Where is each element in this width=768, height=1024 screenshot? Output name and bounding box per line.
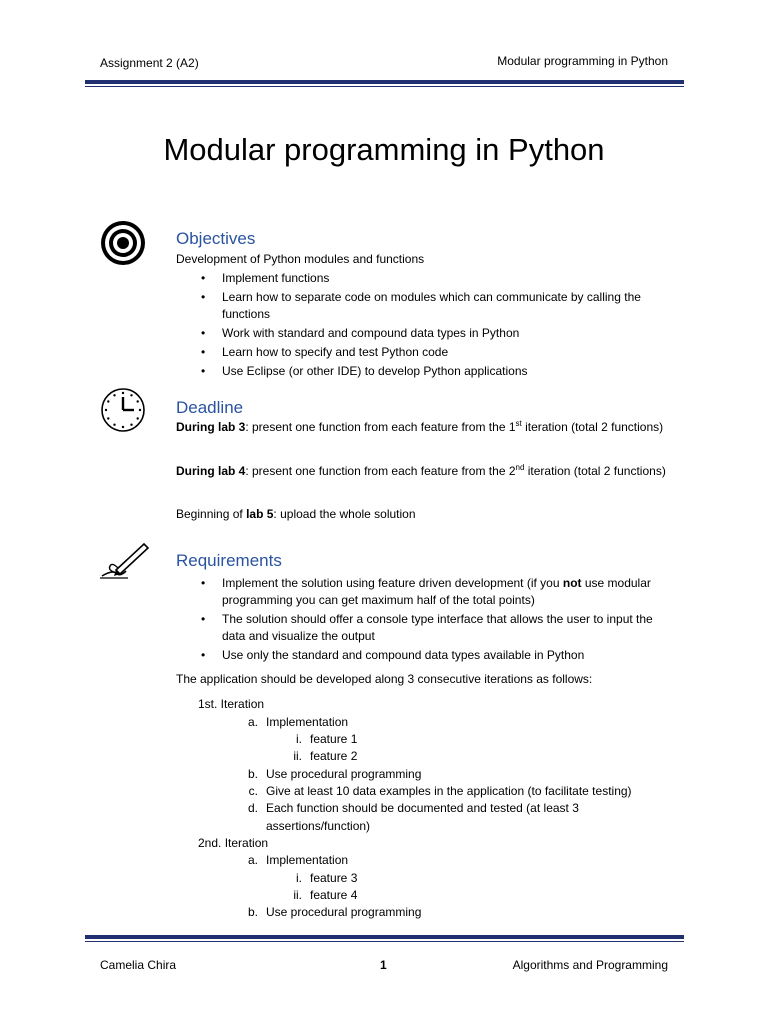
page-title: Modular programming in Python bbox=[163, 132, 605, 167]
list-item: • Implement functions bbox=[176, 270, 676, 287]
objectives-list bbox=[176, 270, 676, 382]
list-item: ii. feature 2 bbox=[293, 749, 358, 763]
clock-icon bbox=[100, 387, 146, 438]
list-item: i. feature 3 bbox=[296, 871, 358, 885]
list-item: • Learn how to separate code on modules which can communicate by calling the functions bbox=[176, 289, 676, 323]
list-item: • Implement the solution using feature driven development (if you not use modular programming you can get maximum half of the total points) bbox=[176, 575, 676, 609]
header-left: Assignment 2 (A2) bbox=[100, 56, 199, 70]
list-item: c. Give at least 10 data examples in the application (to facilitate testing) bbox=[248, 784, 632, 798]
list-item: • Learn how to specify and test Python code bbox=[176, 344, 676, 361]
requirements-intro: The application should be developed along 3 consecutive iterations as follows: bbox=[176, 672, 593, 686]
list-item: i. feature 1 bbox=[296, 732, 358, 746]
list-item: b. Use procedural programming bbox=[247, 767, 422, 781]
requirements-heading: Requirements bbox=[176, 551, 282, 570]
objectives-intro: Development of Python modules and functions bbox=[176, 252, 425, 266]
footer-right: Algorithms and Programming bbox=[512, 958, 668, 972]
list-item: ii. feature 4 bbox=[293, 888, 358, 902]
footer-left: Camelia Chira bbox=[100, 958, 177, 972]
list-item: • Use Eclipse (or other IDE) to develop Python applications bbox=[176, 363, 676, 380]
iteration-1-heading: 1st. Iteration bbox=[198, 697, 265, 711]
deadline-lab5: Beginning of lab 5: upload the whole solution bbox=[176, 507, 416, 521]
page-number: 1 bbox=[380, 958, 387, 972]
list-item: • Use only the standard and compound data types available in Python bbox=[176, 647, 676, 664]
deadline-lab3: During lab 3: present one function from each feature from the 1st iteration (total 2 functions) bbox=[176, 419, 664, 434]
list-item: a. Implementation bbox=[247, 853, 349, 867]
iteration-2-heading: 2nd. Iteration bbox=[198, 836, 269, 850]
list-item: • Work with standard and compound data types in Python bbox=[176, 325, 676, 342]
deadline-lab4: During lab 4: present one function from each feature from the 2nd iteration (total 2 functions) bbox=[176, 463, 666, 478]
list-item: b. Use procedural programming bbox=[247, 905, 422, 919]
objectives-heading: Objectives bbox=[176, 229, 256, 248]
list-item: • The solution should offer a console type interface that allows the user to input the data and visualize the output bbox=[176, 611, 676, 645]
deadline-heading: Deadline bbox=[176, 398, 244, 417]
list-item: a. Implementation bbox=[247, 715, 349, 729]
list-item-continued: assertions/function) bbox=[266, 819, 371, 833]
header-right: Modular programming in Python bbox=[497, 54, 668, 68]
target-icon bbox=[100, 220, 146, 271]
list-item: d. Each function should be documented and tested (at least 3 bbox=[247, 801, 579, 815]
footer-rule bbox=[85, 935, 684, 942]
pen-writing-icon bbox=[98, 540, 152, 587]
requirements-list bbox=[176, 575, 676, 666]
header-rule bbox=[85, 80, 684, 87]
